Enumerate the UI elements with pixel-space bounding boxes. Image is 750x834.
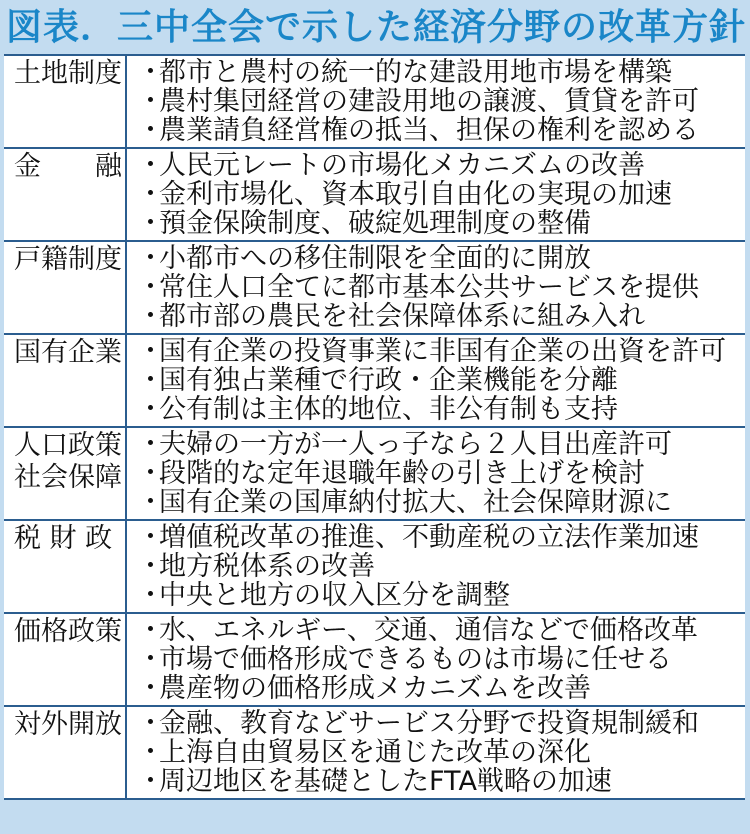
list-item	[137, 366, 745, 395]
list-item	[137, 273, 745, 302]
table-row	[4, 335, 745, 428]
item-text: 都市部の農民を社会保障体系に組み入れ	[159, 301, 645, 332]
list-item	[137, 616, 745, 645]
bullet-mark: ・	[137, 86, 164, 117]
bullet-mark: ・	[137, 336, 164, 367]
list-item	[137, 767, 745, 796]
item-text: 夫婦の一方が一人っ子なら２人目出産許可	[159, 429, 672, 460]
list-item	[137, 488, 745, 517]
list-item	[137, 180, 745, 209]
item-text: 国有独占業種で行政・企業機能を分離	[159, 365, 618, 396]
bullet-mark: ・	[137, 208, 164, 239]
item-text: 国有企業の国庫納付拡大、社会保障財源に	[159, 487, 672, 518]
items-cell	[127, 707, 745, 798]
item-text: 預金保険制度、破綻処理制度の整備	[159, 208, 591, 239]
bullet-mark: ・	[137, 766, 164, 797]
table-row	[4, 428, 745, 521]
list-item	[137, 645, 745, 674]
bullet-mark: ・	[137, 737, 164, 768]
list-item	[137, 58, 745, 87]
bullet-mark: ・	[137, 673, 164, 704]
list-item	[137, 738, 745, 767]
item-text: 水、エネルギー、交通、通信などで価格改革	[159, 615, 698, 646]
bullet-mark: ・	[137, 57, 164, 88]
item-text: 農村集団経営の建設用地の譲渡、賃貸を許可	[159, 86, 699, 117]
list-item	[137, 151, 745, 180]
list-item	[137, 337, 745, 366]
bullet-mark: ・	[137, 365, 164, 396]
category-cell: 土地制度	[4, 56, 127, 147]
category-cell: 戸籍制度	[4, 242, 127, 333]
list-item	[137, 709, 745, 738]
bullet-mark: ・	[137, 301, 164, 332]
list-item	[137, 395, 745, 424]
bullet-mark: ・	[137, 487, 164, 518]
bullet-mark: ・	[137, 150, 164, 181]
table-row	[4, 242, 745, 335]
item-text: 国有企業の投資事業に非国有企業の出資を許可	[159, 336, 726, 367]
items-cell	[127, 149, 745, 240]
category-cell: 金 融	[4, 149, 127, 240]
list-item	[137, 430, 745, 459]
list-item	[137, 581, 745, 610]
table-row	[4, 521, 745, 614]
item-text: 人民元レートの市場化メカニズムの改善	[159, 150, 645, 181]
list-item	[137, 302, 745, 331]
items-cell	[127, 335, 745, 426]
list-item	[137, 523, 745, 552]
bullet-mark: ・	[137, 644, 164, 675]
bullet-mark: ・	[137, 522, 164, 553]
bullet-mark: ・	[137, 179, 164, 210]
list-item	[137, 209, 745, 238]
item-text: 増値税改革の推進、不動産税の立法作業加速	[159, 522, 699, 553]
bullet-mark: ・	[137, 580, 164, 611]
items-cell	[127, 521, 745, 612]
item-text: 段階的な定年退職年齢の引き上げを検討	[159, 458, 645, 489]
bullet-mark: ・	[137, 272, 164, 303]
item-text: 小都市への移住制限を全面的に開放	[159, 243, 591, 274]
list-item	[137, 459, 745, 488]
item-text: 都市と農村の統一的な建設用地市場を構築	[159, 57, 672, 88]
item-text: 金利市場化、資本取引自由化の実現の加速	[159, 179, 672, 210]
list-item	[137, 674, 745, 703]
category-cell: 対外開放	[4, 707, 127, 798]
bullet-mark: ・	[137, 708, 164, 739]
list-item	[137, 116, 745, 145]
table-row	[4, 614, 745, 707]
item-text: 農産物の価格形成メカニズムを改善	[159, 673, 591, 704]
category-cell: 税 財 政	[4, 521, 127, 612]
bullet-mark: ・	[137, 115, 164, 146]
item-text: 公有制は主体的地位、非公有制も支持	[159, 394, 618, 425]
item-text: 常住人口全てに都市基本公共サービスを提供	[159, 272, 699, 303]
item-text: 金融、教育などサービス分野で投資規制緩和	[159, 708, 699, 739]
category-cell: 価格政策	[4, 614, 127, 705]
bullet-mark: ・	[137, 615, 164, 646]
item-text: 中央と地方の収入区分を調整	[159, 580, 510, 611]
items-cell	[127, 614, 745, 705]
bullet-mark: ・	[137, 394, 164, 425]
items-cell	[127, 242, 745, 333]
bullet-mark: ・	[137, 551, 164, 582]
category-cell: 人口政策 社会保障	[4, 428, 127, 519]
table-row	[4, 149, 745, 242]
list-item	[137, 244, 745, 273]
bullet-mark: ・	[137, 458, 164, 489]
items-cell	[127, 56, 745, 147]
category-cell: 国有企業	[4, 335, 127, 426]
reform-table	[4, 54, 745, 800]
table-row	[4, 707, 745, 800]
bullet-mark: ・	[137, 243, 164, 274]
bullet-mark: ・	[137, 429, 164, 460]
table-row	[4, 56, 745, 149]
item-text: 上海自由貿易区を通じた改革の深化	[159, 737, 591, 768]
item-text: 周辺地区を基礎としたFTA戦略の加速	[159, 766, 612, 797]
item-text: 農業請負経営権の抵当、担保の権利を認める	[159, 115, 699, 146]
list-item	[137, 552, 745, 581]
figure-title: 図表．三中全会で示した経済分野の改革方針	[6, 6, 747, 48]
list-item	[137, 87, 745, 116]
item-text: 地方税体系の改善	[159, 551, 375, 582]
item-text: 市場で価格形成できるものは市場に任せる	[159, 644, 672, 675]
items-cell	[127, 428, 745, 519]
